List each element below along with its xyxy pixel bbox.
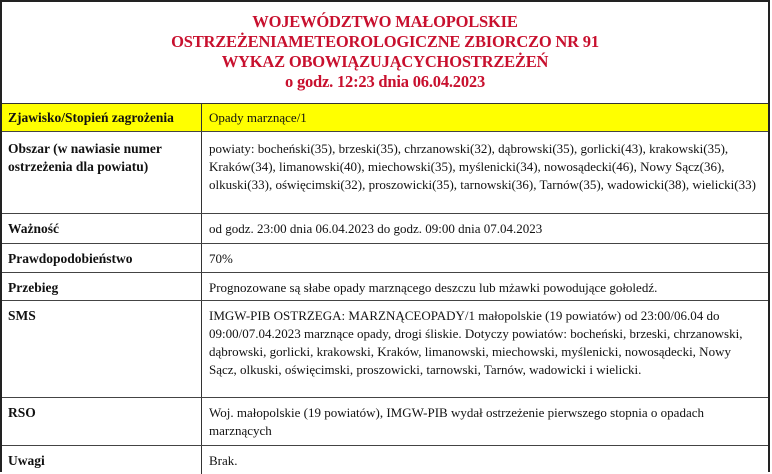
row-label: Ważność — [2, 214, 202, 243]
row-probability — [2, 244, 768, 273]
row-label: RSO — [2, 398, 202, 445]
row-label: Prawdopodobieństwo — [2, 244, 202, 272]
row-label: Przebieg — [2, 273, 202, 300]
row-value: Opady marznące/1 — [209, 110, 307, 125]
row-value: od godz. 23:00 dnia 06.04.2023 do godz. 09:00 dnia 07.04.2023 — [209, 221, 543, 236]
row-value: 70% — [209, 251, 233, 266]
row-value: IMGW-PIB OSTRZEGA: MARZNĄCEOPADY/1 małopolskie (19 powiatów) od 23:00/06.04 do 09:00/07.04.2023 marznące opady, drogi śliskie. Dotyczy powiatów: bocheński, brzeski, chrzanowski, dąbrowski, gorlicki, krakowski, Kraków, limanowski, miechowski, myślenicki, nowosądecki, Nowy Sącz, olkuski, oświęcimski, proszowicki, tarnowski, Tarnów, wadowicki i wielicki. — [209, 308, 743, 377]
row-value: Brak. — [209, 453, 238, 468]
row-label: Uwagi — [2, 446, 202, 474]
row-label: SMS — [2, 301, 202, 397]
row-value: powiaty: bocheński(35), brzeski(35), chrzanowski(32), dąbrowski(35), gorlicki(43), krakowski(35), Kraków(34), limanowski(40), miechowski(35), myślenicki(34), nowosądecki(46), Nowy Sącz(36), olkuski(33), oświęcimski(32), proszowicki(35), tarnowski(36), Tarnów(35), wadowicki(38), wielicki(33) — [209, 141, 756, 192]
header-warning-title: OSTRZEŻENIAMETEOROLOGICZNE ZBIORCZO NR 91 — [171, 32, 599, 51]
header-region-title: WOJEWÓDZTWO MAŁOPOLSKIE — [252, 12, 518, 31]
row-notes — [2, 446, 768, 474]
row-label: Obszar (w nawiasie numer ostrzeżenia dla powiatu) — [2, 132, 202, 213]
header-timestamp: o godz. 12:23 dnia 06.04.2023 — [284, 72, 485, 91]
row-label: Zjawisko/Stopień zagrożenia — [2, 104, 202, 131]
row-rso — [2, 398, 768, 446]
header-list-title: WYKAZ OBOWIĄZUJĄCYCHOSTRZEŻEŃ — [221, 52, 549, 71]
row-phenomenon — [2, 104, 768, 132]
row-value: Woj. małopolskie (19 powiatów), IMGW-PIB wydał ostrzeżenie pierwszego stopnia o opadach marznących — [209, 405, 704, 438]
document-header — [2, 2, 768, 104]
row-sms — [2, 301, 768, 398]
row-value: Prognozowane są słabe opady marznącego deszczu lub mżawki powodujące gołoledź. — [209, 280, 658, 295]
row-course — [2, 273, 768, 301]
row-area — [2, 132, 768, 214]
row-validity — [2, 214, 768, 244]
